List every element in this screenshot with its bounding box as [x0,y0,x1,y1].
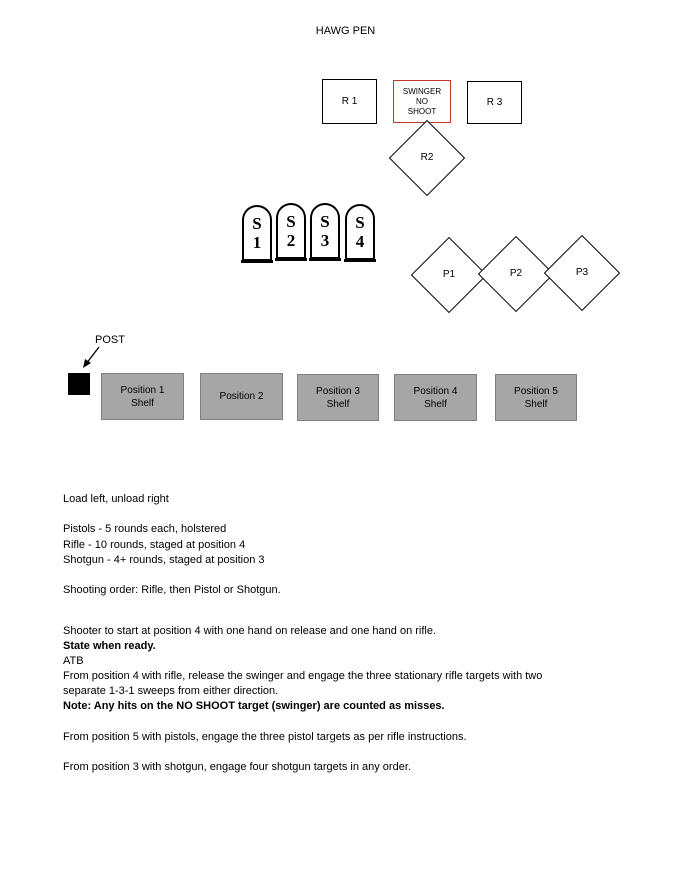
instruction-pistols: Pistols - 5 rounds each, holstered [63,523,227,535]
rifle-target-r1-label: R 1 [341,96,358,107]
instruction-ready: State when ready. [63,640,156,652]
position-4-label: Position 4 [413,385,458,397]
shotgun-target-s2-number: 2 [286,231,296,250]
instruction-atb: ATB [63,655,84,667]
swinger-label-line-1: SWINGER [402,86,442,96]
instruction-start: Shooter to start at position 4 with one hand on release and one hand on rifle. [63,625,437,637]
pistol-target-p3-label: P3 [575,267,589,278]
instruction-shooting-order: Shooting order: Rifle, then Pistol or Shotgun. [63,584,281,596]
position-3-sublabel: Shelf [326,398,350,410]
position-3-shelf [297,374,379,421]
instruction-load: Load left, unload right [63,493,169,505]
instruction-shotgun: Shotgun - 4+ rounds, staged at position 3 [63,554,265,566]
swinger-label-line-2: NO [416,96,428,106]
instruction-rifle: Rifle - 10 rounds, staged at position 4 [63,539,246,551]
stage-title: HAWG PEN [315,25,376,37]
shotgun-target-s4 [345,204,375,260]
shotgun-target-s2 [276,203,306,259]
position-1-shelf [101,373,184,420]
rifle-target-r3-label: R 3 [486,97,503,108]
shotgun-target-s1-letter: S [252,214,262,233]
shotgun-target-s4-letter: S [355,213,365,232]
swinger-no-shoot-target [393,80,451,123]
instruction-rifle-stage-line-1: From position 4 with rifle, release the swinger and engage the three stationary rifle targets with two [63,670,543,682]
post-arrow-icon [80,344,104,370]
position-4-sublabel: Shelf [424,398,447,410]
position-1-label: Position 1 [120,384,165,396]
position-5-shelf [495,374,577,421]
rifle-target-r3 [467,81,522,124]
position-5-label: Position 5 [514,385,558,397]
shotgun-target-s1-number: 1 [252,233,262,252]
position-1-sublabel: Shelf [131,397,154,409]
position-2-label: Position 2 [219,391,264,402]
pistol-target-p1-label: P1 [442,269,456,280]
instruction-pistol-stage: From position 5 with pistols, engage the three pistol targets as per rifle instructions. [63,731,467,743]
position-4-shelf [394,374,477,421]
shotgun-target-s3 [310,203,340,259]
position-3-label: Position 3 [316,385,360,397]
shotgun-target-s3-number: 3 [320,231,330,250]
position-2 [200,373,283,420]
instruction-shotgun-stage: From position 3 with shotgun, engage four shotgun targets in any order. [63,761,411,773]
shotgun-target-s4-number: 4 [355,232,365,251]
post-label: POST [95,334,125,346]
instruction-rifle-stage-line-2: separate 1-3-1 sweeps from either direction. [63,685,279,697]
shotgun-target-s2-letter: S [286,212,296,231]
shotgun-target-s1 [242,205,272,261]
pistol-target-p2-label: P2 [509,268,523,279]
instruction-note: Note: Any hits on the NO SHOOT target (swinger) are counted as misses. [63,700,445,712]
post-marker [68,373,90,395]
rifle-target-r2-label: R2 [420,152,434,163]
position-5-sublabel: Shelf [524,398,548,410]
shotgun-target-s3-letter: S [320,212,330,231]
swinger-label-line-3: SHOOT [407,106,437,116]
rifle-target-r1 [322,79,377,124]
